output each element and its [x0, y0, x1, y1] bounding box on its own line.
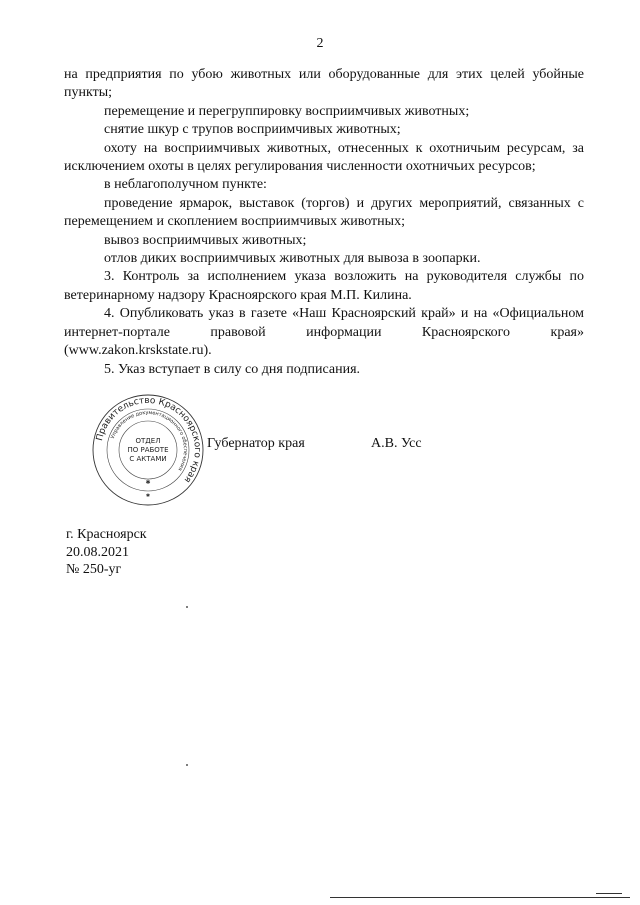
paragraph-item-3-control: 3. Контроль за исполнением указа возложить на руководителя службы по ветеринарному надзору Красноярского края М.П. Килина.: [64, 269, 584, 303]
paragraph-item-5-effective: 5. Указ вступает в силу со дня подписания.: [104, 361, 361, 377]
seal-center-line-1: ОТДЕЛ: [135, 437, 161, 445]
document-footer-info: [66, 526, 147, 579]
scan-edge-line: [596, 893, 622, 894]
paragraph-unfavorable-point: в неблагополучном пункте:: [104, 177, 267, 193]
signatory-position: Губернатор края: [207, 436, 305, 451]
seal-star-icon: [145, 479, 150, 486]
scan-edge-line: [330, 897, 630, 898]
issue-date: 20.08.2021: [66, 544, 129, 560]
paragraph-catching: отлов диких восприимчивых животных для вывоза в зоопарки.: [104, 251, 481, 267]
document-number: № 250-уг: [66, 562, 122, 577]
seal-middle-text: Управление документационного обеспечения: [109, 409, 189, 472]
scan-speck: [186, 764, 188, 766]
issue-city: г. Красноярск: [66, 527, 147, 542]
seal-small-star-icon: [146, 493, 150, 499]
page-number: 2: [316, 36, 324, 51]
document-body: [64, 66, 584, 379]
svg-text:✱: ✱: [145, 480, 151, 486]
svg-text:✱: ✱: [145, 494, 151, 499]
paragraph-fairs: проведение ярмарок, выставок (торгов) и других мероприятий, связанных с перемещением и скоплением восприимчивых животных;: [64, 195, 584, 230]
paragraph-regrouping: перемещение и перегруппировку восприимчивых животных;: [104, 103, 470, 119]
signatory-name: А.В. Усс: [371, 436, 422, 451]
seal-center-line-2: ПО РАБОТЕ: [127, 446, 169, 454]
paragraph-item-4-publish: 4. Опубликовать указ в газете «Наш Красноярский край» и на «Официальном интернет-портале правовой информации Красноярского края» (www.zakon.krskstate.ru).: [64, 306, 584, 359]
seal-center-line-3: С АКТАМИ: [129, 455, 167, 463]
scan-speck: [186, 606, 188, 608]
paragraph-skinning: снятие шкур с трупов восприимчивых животных;: [104, 122, 401, 138]
paragraph-export: вывоз восприимчивых животных;: [104, 232, 307, 248]
official-seal-stamp: [91, 393, 205, 507]
paragraph-slaughter: на предприятия по убою животных или оборудованные для этих целей убойные пункты;: [64, 67, 584, 101]
seal-outer-text: Правительство Красноярского края: [94, 395, 203, 485]
paragraph-hunting: охоту на восприимчивых животных, отнесенных к охотничьим ресурсам, за исключением охоты в целях регулирования численности охотничьих ресурсов;: [64, 140, 584, 175]
